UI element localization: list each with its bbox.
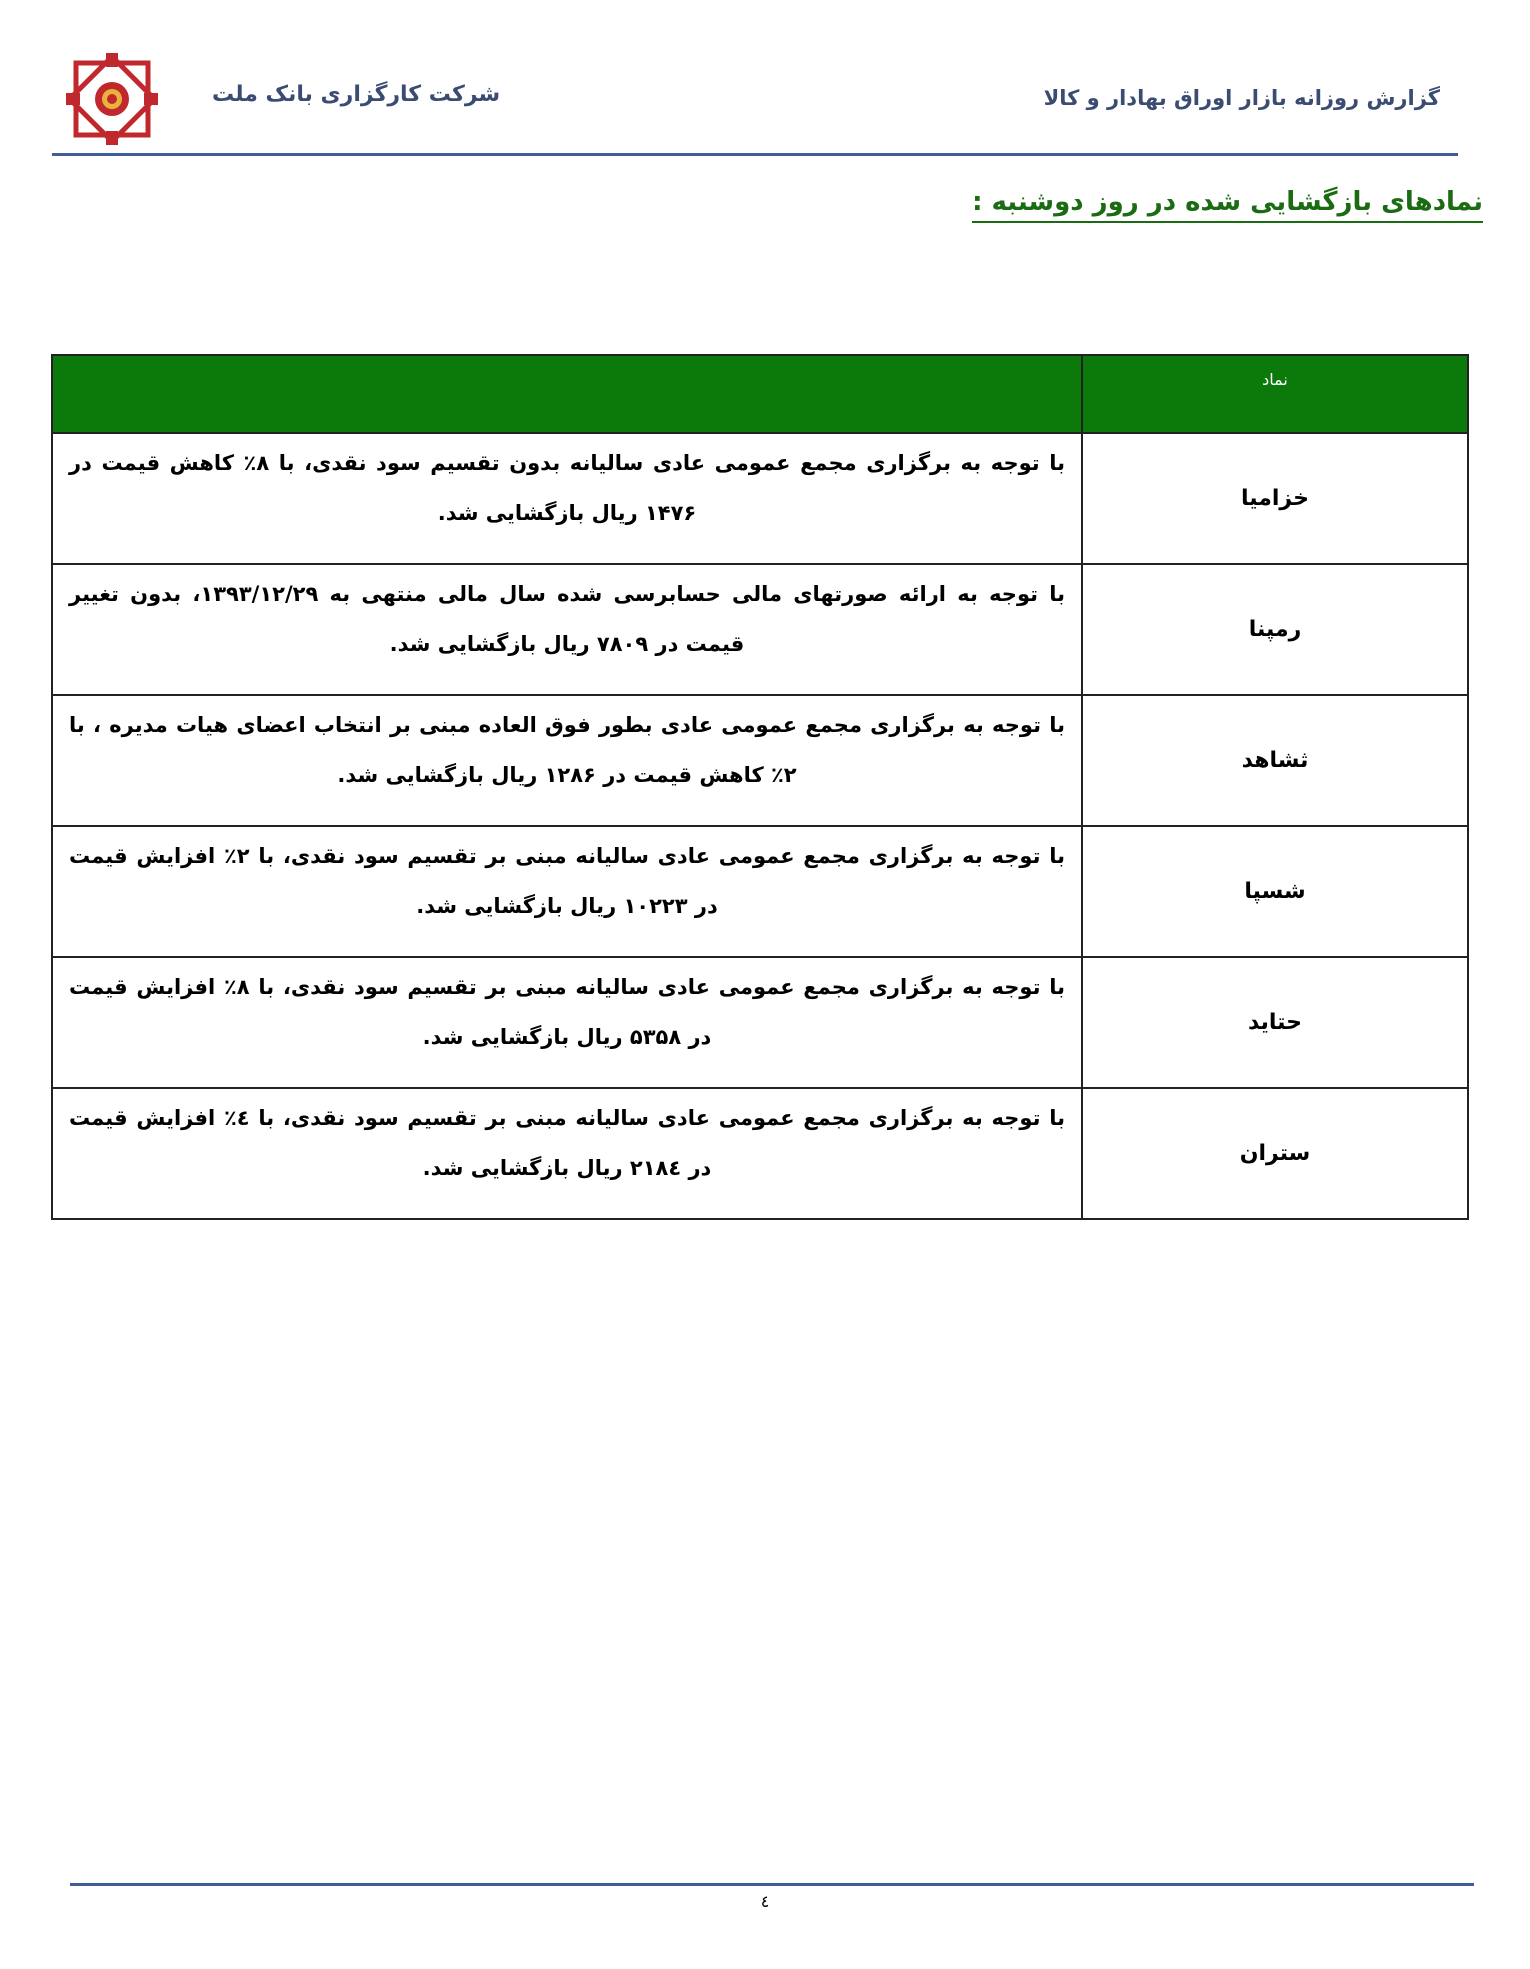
bank-mellat-logo-icon [62,49,162,149]
reopened-symbols-table [51,354,1469,1220]
symbol-cell: شسپا [1082,826,1468,957]
symbol-cell: حتاید [1082,957,1468,1088]
table-row [52,826,1468,957]
symbol-cell: ستران [1082,1088,1468,1219]
description-cell: با توجه به ارائه صورتهای مالی حسابرسی شده سال مالی منتهی به ۱۳۹۳/۱۲/۲۹، بدون تغییر قیمت در ۷۸۰۹ ریال بازگشایی شد. [52,564,1082,695]
symbol-cell: رمپنا [1082,564,1468,695]
company-logo [62,46,162,152]
description-cell: با توجه به برگزاری مجمع عمومی عادی سالیانه بدون تقسیم سود نقدی، با ۸٪ کاهش قیمت در ۱۴۷۶ ریال بازگشایی شد. [52,433,1082,564]
table-row [52,1088,1468,1219]
symbol-cell: خزامیا [1082,433,1468,564]
description-column-header [52,355,1082,433]
footer-divider [70,1883,1474,1886]
header-divider [52,153,1458,156]
report-title: گزارش روزانه بازار اوراق بهادار و کالا [1043,86,1440,110]
table-row [52,433,1468,564]
section-title: نمادهای بازگشایی شده در روز دوشنبه : [972,187,1483,223]
company-name: شرکت کارگزاری بانک ملت [212,82,501,107]
description-cell: با توجه به برگزاری مجمع عمومی عادی سالیانه مبنی بر تقسیم سود نقدی، با ۸٪ افزایش قیمت در ۵۳۵۸ ریال بازگشایی شد. [52,957,1082,1088]
table-row [52,564,1468,695]
table-row [52,957,1468,1088]
page-number: ٤ [760,1892,770,1911]
description-cell: با توجه به برگزاری مجمع عمومی عادی بطور فوق العاده مبنی بر انتخاب اعضای هیات مدیره ، با ۲٪ کاهش قیمت در ۱۲۸۶ ریال بازگشایی شد. [52,695,1082,826]
table-row [52,695,1468,826]
table-header-row [52,355,1468,433]
description-cell: با توجه به برگزاری مجمع عمومی عادی سالیانه مبنی بر تقسیم سود نقدی، با ۲٪ افزایش قیمت در ۱۰۲۲۳ ریال بازگشایی شد. [52,826,1082,957]
description-cell: با توجه به برگزاری مجمع عمومی عادی سالیانه مبنی بر تقسیم سود نقدی، با ٤٪ افزایش قیمت در ۲۱۸٤ ریال بازگشایی شد. [52,1088,1082,1219]
symbol-column-header: نماد [1082,355,1468,433]
symbol-cell: ثشاهد [1082,695,1468,826]
